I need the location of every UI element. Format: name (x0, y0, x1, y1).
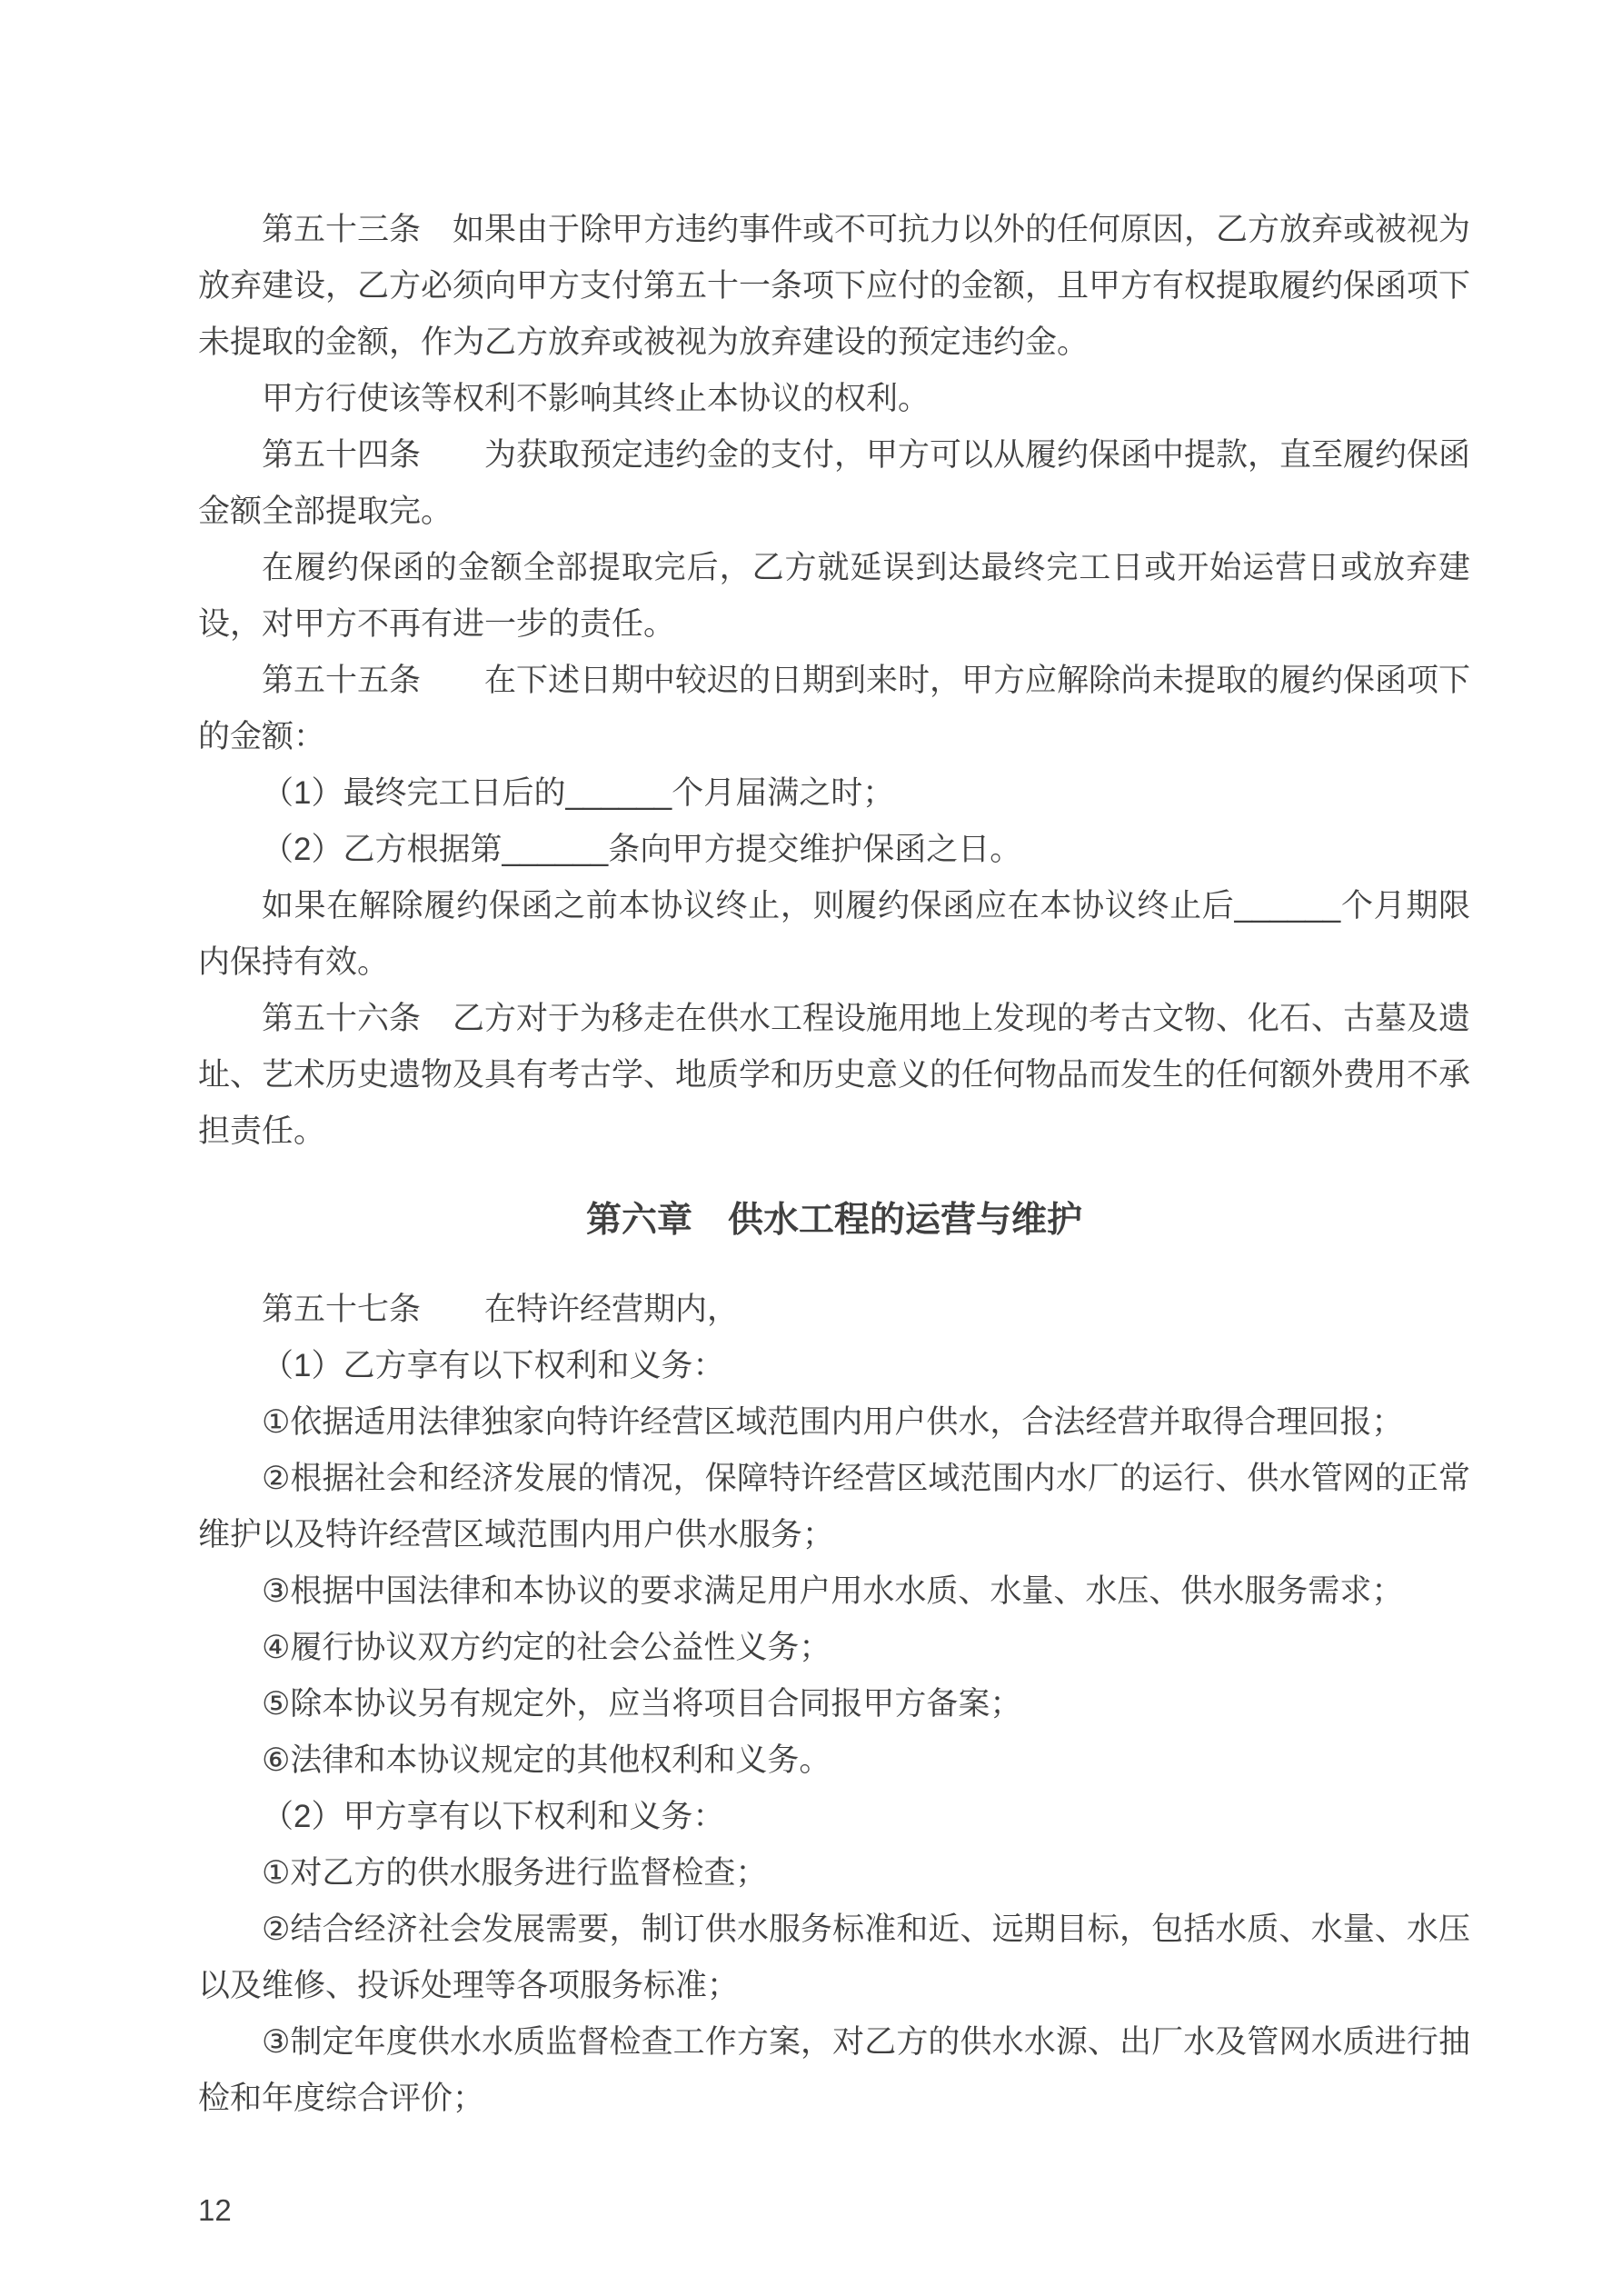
para-b-right-3: ③根据中国法律和本协议的要求满足用户用水水质、水量、水压、供水服务需求； (262, 1573, 1404, 1609)
chapter-6-heading: 第六章 供水工程的运营与维护 (585, 1201, 1082, 1240)
document-content (198, 202, 1470, 2127)
para-bond-validity: 如果在解除履约保函之前本协议终止，则履约保函应在本协议终止后______个月期限内保持有效。 (198, 888, 1470, 980)
para-b-right-1: ①依据适用法律独家向特许经营区域范围内用户供水，合法经营并取得合理回报； (262, 1404, 1404, 1440)
page-number: 12 (198, 2193, 232, 2227)
para-b-right-2: ②根据社会和经济发展的情况，保障特许经营区域范围内水厂的运行、供水管网的正常维护以及特许经营区域范围内用户供水服务； (198, 1461, 1470, 1552)
para-a-right-3: ③制定年度供水水质监督检查工作方案，对乙方的供水水源、出厂水及管网水质进行抽检和年度综合评价； (198, 2024, 1470, 2116)
para-article-55-item-2: （2）乙方根据第______条向甲方提交维护保函之日。 (262, 832, 1022, 867)
para-b-right-4: ④履行协议双方约定的社会公益性义务； (262, 1630, 831, 1665)
para-party-b-rights-intro: （1）乙方享有以下权利和义务： (262, 1348, 725, 1383)
para-article-53: 第五十三条 如果由于除甲方违约事件或不可抗力以外的任何原因，乙方放弃或被视为放弃建设，乙方必须向甲方支付第五十一条项下应付的金额，且甲方有权提取履约保函项下未提取的金额，作为乙方放弃或被视为放弃建设的预定违约金。 (198, 212, 1471, 360)
para-article-56: 第五十六条 乙方对于为移走在供水工程设施用地上发现的考古文物、化石、古墓及遗址、艺术历史遗物及具有考古学、地质学和历史意义的任何物品而发生的任何额外费用不承担责任。 (198, 1001, 1471, 1149)
para-party-a-rights-intro: （2）甲方享有以下权利和义务： (262, 1799, 725, 1834)
para-a-right-1: ①对乙方的供水服务进行监督检查； (262, 1855, 768, 1891)
para-b-right-5: ⑤除本协议另有规定外，应当将项目合同报甲方备案； (262, 1686, 1022, 1722)
para-article-55-item-1: （1）最终完工日后的______个月届满之时； (262, 775, 895, 811)
para-article-57: 第五十七条 在特许经营期内， (262, 1292, 740, 1327)
para-article-53-rights-note: 甲方行使该等权利不影响其终止本协议的权利。 (262, 381, 930, 416)
para-article-54: 第五十四条 为获取预定违约金的支付，甲方可以从履约保函中提款，直至履约保函金额全部提取完。 (198, 437, 1471, 529)
para-a-right-2: ②结合经济社会发展需要，制订供水服务标准和近、远期目标，包括水质、水量、水压以及维修、投诉处理等各项服务标准； (198, 1912, 1470, 2003)
para-article-55: 第五十五条 在下述日期中较迟的日期到来时，甲方应解除尚未提取的履约保函项下的金额： (198, 663, 1471, 754)
para-article-54-liability: 在履约保函的金额全部提取完后，乙方就延误到达最终完工日或开始运营日或放弃建设，对甲方不再有进一步的责任。 (198, 550, 1470, 642)
para-b-right-6: ⑥法律和本协议规定的其他权利和义务。 (262, 1742, 831, 1778)
